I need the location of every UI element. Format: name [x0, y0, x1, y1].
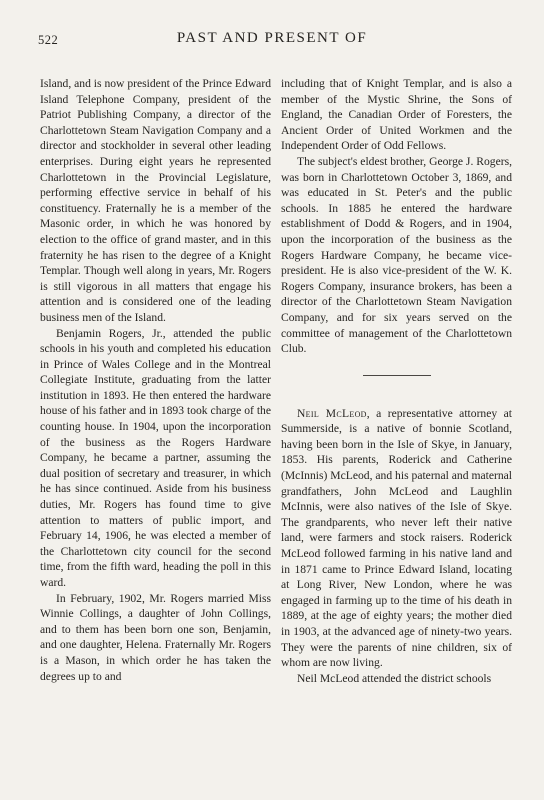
entry-name: Neil McLeod — [297, 406, 367, 420]
paragraph-last-line: Neil McLeod attended the district schools — [297, 671, 492, 685]
section-divider — [363, 375, 431, 376]
right-column — [281, 76, 512, 686]
page-header — [0, 30, 544, 52]
page-number: 522 — [38, 33, 59, 47]
running-title: PAST AND PRESENT OF — [176, 30, 368, 46]
left-column — [40, 76, 271, 684]
paragraph-benjamin-rogers-jr: Benjamin Rogers, Jr., attended the public schools in his youth and completed his education in Prince of Wales College and in the Montreal Collegiate Institute, graduating from the latter institution in 1893. He then entered the hardware house of his father and in 1893 took charge of the counting house. In 1904, upon the incorporation of the business as the Rogers Hardware Company, he became a partner, assuming the dual position of secretary and treasurer, in which he has since continued. Aside from his business duties, Mr. Rogers has found time to give attention to matters of public import, and February 14, 1906, he was elected a member of the Charlottetown city council for the second time, from the fifth ward, heading the poll in this ward. — [40, 326, 271, 589]
paragraph-continuation: Island, and is now president of the Prince Edward Island Telephone Company, president of the Patriot Publishing Company, a director of the Charlottetown Steam Navigation Company and a director and stockholder in several other leading enterprises. During eight years he represented Charlottetown in the Provincial Legislature, performing effective service in behalf of his constituency. Fraternally he is a member of the Masonic order, in which he was honored by election to the office of grand master, and in this fraternity he has risen to the degree of a Knight Templar. Though well along in years, Mr. Rogers is still vigorous in all matters that engage his attention and is considered one of the leading business men of the Island. — [40, 77, 271, 324]
paragraph-fraternal-continuation: including that of Knight Templar, and is also a member of the Mystic Shrine, the Sons of England, the Canadian Order of Foresters, the Ancient Order of United Workmen and the Independent Order of Odd Fellows. — [281, 77, 512, 153]
entry-text: , a representative attorney at Summerside, is a native of bonnie Scotland, having been born in the Isle of Skye, in January, 1853. His parents, Roderick and Catherine (McInnis) McLeod, and his paternal and maternal grandfathers, John McLeod and Laughlin McInnis, were also natives of the Isle of Skye. The grandparents, who never left their native land, were farmers and stock raisers. Roderick McLeod followed farming in his native land and in 1871 came to Prince Edward Island, locating at Long River, New London, where he was engaged in farming up to the time of his death in 1889, at the age of eighty years; the mother died in 1903, at the advanced age of ninety-two years. They were the parents of nine children, six of whom are now living. — [281, 406, 512, 670]
paragraph-george-rogers: The subject's eldest brother, George J. Rogers, was born in Charlottetown October 3, 1869, and was educated in St. Peter's and the public schools. In 1885 he entered the hardware establishment of Dodd & Rogers, and in 1904, upon the incorporation of the business as the Rogers Hardware Company, he became vice-president. He is also vice-president of the W. K. Rogers Company, insurance brokers, has been a director of the Charlottetown Steam Navigation Company, and for six years served on the committee of management of the Charlottetown Club. — [281, 154, 512, 356]
paragraph-neil-mcleod — [281, 406, 512, 671]
paragraph-marriage: In February, 1902, Mr. Rogers married Miss Winnie Collings, a daughter of John Collings, and to them has been born one son, Benjamin, and one daughter, Helena. Fraternally Mr. Rogers is a Mason, in which order he has taken the degrees up to and — [40, 591, 271, 683]
